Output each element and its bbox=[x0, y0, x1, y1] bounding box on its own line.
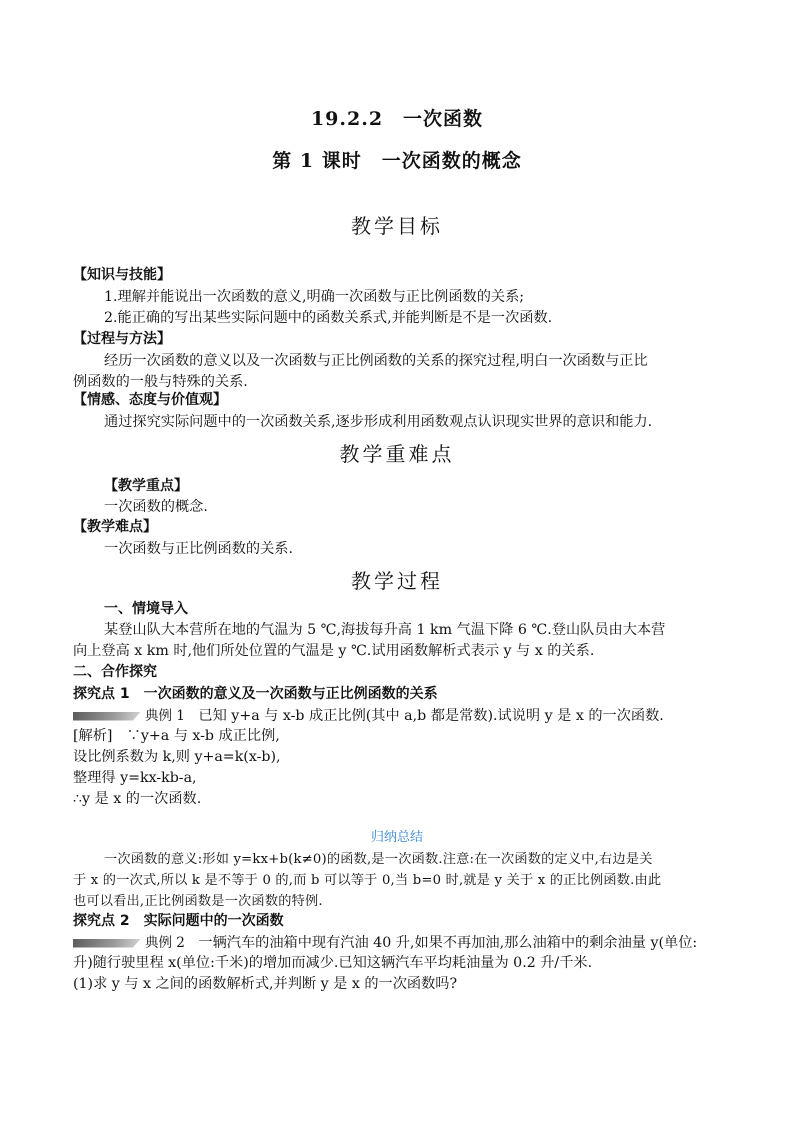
focus-text: 一次函数的概念. bbox=[104, 499, 208, 515]
knowledge-item-1: 1.理解并能说出一次函数的意义,明确一次函数与正比例函数的关系; bbox=[104, 289, 525, 305]
example-2-text: 一辆汽车的油箱中现有汽油 40 升,如果不再加油,那么油箱中的剩余油量 y(单位: bbox=[198, 935, 698, 951]
difficulty-text: 一次函数与正比例函数的关系. bbox=[104, 541, 293, 557]
section-heading-key-points: 教学重难点 bbox=[339, 442, 455, 466]
analysis-line-1: [解析] ∵y+a 与 x-b 成正比例, bbox=[73, 728, 280, 744]
example-2-line-2: 升)随行驶里程 x(单位:千米)的增加而减少.已知这辆汽车平均耗油量为 0.2 升/千米. bbox=[73, 955, 593, 971]
example-tag-icon bbox=[73, 712, 141, 721]
summary-text-1: 一次函数的意义:形如 y=kx+b(k≠0)的函数,是一次函数.注意:在一次函数的定义中,右边是关 bbox=[104, 852, 653, 867]
method-text-1: 经历一次函数的意义以及一次函数与正比例函数的关系的探究过程,明白一次函数与正比 bbox=[104, 353, 648, 369]
summary-heading: 归纳总结 bbox=[370, 830, 423, 845]
part2-heading: 二、合作探究 bbox=[73, 664, 157, 680]
analysis-line-3: 整理得 y=kx-kb-a, bbox=[73, 770, 197, 786]
example-1-text: 已知 y+a 与 x-b 成正比例(其中 a,b 都是常数).试说明 y 是 x 的一次函数. bbox=[198, 708, 664, 724]
explore-point-1: 探究点 1 一次函数的意义及一次函数与正比例函数的关系 bbox=[73, 686, 438, 702]
part1-heading: 一、情境导入 bbox=[104, 601, 188, 617]
difficulty-heading: 【教学难点】 bbox=[73, 519, 157, 535]
example-2 bbox=[73, 931, 697, 952]
summary-text-2: 于 x 的一次式,所以 k 是不等于 0 的,而 b 可以等于 0,当 b=0 时,就是 y 关于 x 的正比例函数.由此 bbox=[73, 873, 662, 888]
example-1-label: 典例 1 bbox=[145, 708, 185, 724]
example-2-label: 典例 2 bbox=[145, 935, 185, 951]
lesson-subtitle: 第 1 课时 一次函数的概念 bbox=[272, 150, 522, 172]
page-title: 19.2.2 一次函数 bbox=[310, 108, 484, 130]
method-text-2: 例函数的一般与特殊的关系. bbox=[73, 374, 248, 390]
explore-point-2: 探究点 2 实际问题中的一次函数 bbox=[73, 913, 284, 929]
summary-text-3: 也可以看出,正比例函数是一次函数的特例. bbox=[73, 894, 323, 909]
example-2-question-1: (1)求 y 与 x 之间的函数解析式,并判断 y 是 x 的一次函数吗? bbox=[73, 976, 458, 992]
part1-text-2: 向上登高 x km 时,他们所处位置的气温是 y ℃.试用函数解析式表示 y 与 x 的关系. bbox=[73, 643, 595, 659]
section-heading-goals: 教学目标 bbox=[351, 214, 443, 238]
part1-text-1: 某登山队大本营所在地的气温为 5 ℃,海拔每升高 1 km 气温下降 6 ℃.登山队员由大本营 bbox=[104, 622, 666, 638]
analysis-line-4: ∴y 是 x 的一次函数. bbox=[73, 791, 202, 807]
method-heading: 【过程与方法】 bbox=[73, 331, 171, 347]
knowledge-item-2: 2.能正确的写出某些实际问题中的函数关系式,并能判断是不是一次函数. bbox=[104, 310, 553, 326]
analysis-line-2: 设比例系数为 k,则 y+a=k(x-b), bbox=[73, 749, 281, 765]
emotion-heading: 【情感、态度与价值观】 bbox=[73, 392, 227, 408]
section-heading-process: 教学过程 bbox=[351, 569, 443, 593]
example-1 bbox=[73, 704, 664, 725]
knowledge-heading: 【知识与技能】 bbox=[73, 267, 171, 283]
example-tag-icon bbox=[73, 939, 141, 948]
emotion-text: 通过探究实际问题中的一次函数关系,逐步形成利用函数观点认识现实世界的意识和能力. bbox=[104, 414, 653, 430]
focus-heading: 【教学重点】 bbox=[104, 478, 188, 494]
